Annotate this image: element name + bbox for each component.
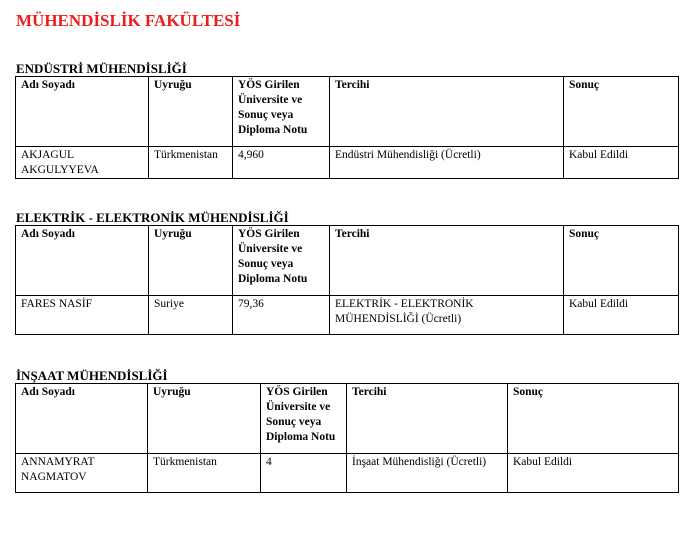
results-table-elektrik [15, 225, 679, 335]
header-score: YÖS Girilen Üniversite ve Sonuç veya Diploma Notu [233, 77, 330, 147]
results-table-insaat [15, 383, 679, 493]
cell-preference: İnşaat Mühendisliği (Ücretli) [347, 454, 508, 493]
cell-preference: Endüstri Mühendisliği (Ücretli) [330, 147, 564, 179]
header-result: Sonuç [508, 384, 679, 454]
header-result: Sonuç [564, 226, 679, 296]
header-preference: Tercihi [347, 384, 508, 454]
results-table-endustri [15, 76, 679, 179]
header-nationality: Uyruğu [149, 77, 233, 147]
header-name: Adı Soyadı [16, 226, 149, 296]
page-title: MÜHENDİSLİK FAKÜLTESİ [16, 11, 241, 30]
header-preference: Tercihi [330, 77, 564, 147]
cell-result: Kabul Edildi [508, 454, 679, 493]
table-row [16, 454, 679, 493]
cell-score: 4 [261, 454, 347, 493]
header-score: YÖS Girilen Üniversite ve Sonuç veya Diploma Notu [261, 384, 347, 454]
cell-nationality: Suriye [149, 296, 233, 335]
header-score: YÖS Girilen Üniversite ve Sonuç veya Diploma Notu [233, 226, 330, 296]
section-heading-elektrik: ELEKTRİK - ELEKTRONİK MÜHENDİSLİĞİ [16, 210, 289, 225]
cell-result: Kabul Edildi [564, 296, 679, 335]
header-name: Adı Soyadı [16, 384, 148, 454]
table-row [16, 296, 679, 335]
header-result: Sonuç [564, 77, 679, 147]
cell-score: 4,960 [233, 147, 330, 179]
table-header-row [16, 384, 679, 454]
header-preference: Tercihi [330, 226, 564, 296]
header-nationality: Uyruğu [149, 226, 233, 296]
cell-result: Kabul Edildi [564, 147, 679, 179]
header-nationality: Uyruğu [148, 384, 261, 454]
table-row [16, 147, 679, 179]
cell-preference: ELEKTRİK - ELEKTRONİK MÜHENDİSLİĞİ (Ücretli) [330, 296, 564, 335]
header-name: Adı Soyadı [16, 77, 149, 147]
cell-name: FARES NASİF [16, 296, 149, 335]
cell-name: ANNAMYRAT NAGMATOV [16, 454, 148, 493]
table-header-row [16, 77, 679, 147]
table-header-row [16, 226, 679, 296]
section-heading-insaat: İNŞAAT MÜHENDİSLİĞİ [16, 368, 168, 383]
cell-name: AKJAGUL AKGULYYEVA [16, 147, 149, 179]
cell-nationality: Türkmenistan [148, 454, 261, 493]
section-heading-endustri: ENDÜSTRİ MÜHENDİSLİĞİ [16, 61, 187, 76]
cell-score: 79,36 [233, 296, 330, 335]
cell-nationality: Türkmenistan [149, 147, 233, 179]
